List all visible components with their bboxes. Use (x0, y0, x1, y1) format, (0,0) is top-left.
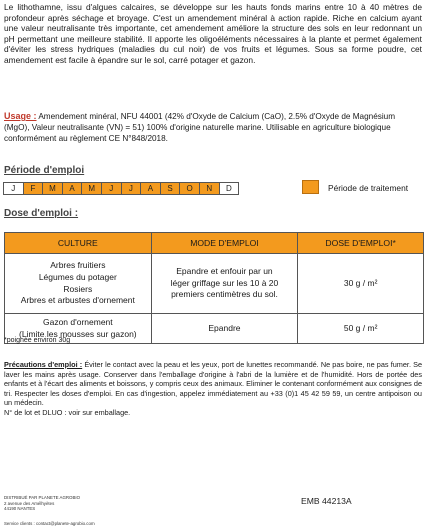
month-cell: F (23, 182, 44, 195)
month-cell: D (219, 182, 240, 195)
lot-text: N° de lot et DLUO : voir sur emballage. (4, 407, 131, 417)
distributor-address-line: 2 avenue des Amélhyètes (4, 500, 55, 506)
dose-table-header-row (5, 233, 424, 254)
culture-line: Arbres fruitiers (50, 259, 106, 270)
product-description: Le lithothamne, issu d'algues calcaires, se développe sur les hauts fonds marins entre 10 à 40 mètres de profondeur après séchage et broyage. C'est un amendement minéral à action rapide. Riche en calcium ayant une valeur neutralisante très importante, cet amendement améliore la structure des sols en leur redonnant un pH permettant une meilleure stabilité. Il apporte les oligoéléments nécessaires à la plante et permet également d'éviter les stress hydriques (maladies du cul noir) de vos fruits et légumes. Sous sa forme poudre, cet amendement est facile à épandre sur le sol, carré potager et gazon. (4, 2, 422, 65)
month-calendar (4, 182, 239, 195)
month-cell: A (140, 182, 161, 195)
month-cell: M (42, 182, 63, 195)
header-culture: CULTURE (5, 233, 152, 254)
legend-swatch (302, 180, 319, 194)
mode-line: Epandre (208, 322, 241, 333)
distributor-address-line: 44190 NANTES (4, 506, 36, 512)
distributor-block (4, 495, 80, 512)
distributor-name: DISTRIBUÉ PAR PLANETE AGROBIO (4, 495, 81, 500)
precautions-text: Éviter le contact avec la peau et les yeux, port de lunettes recommandé. Ne pas boire, ne pas fumer. Se laver les mains après usage. Conserver dans l'emballage d'origine à l'abri de la lumière et de l'humidité. Hors de portée des enfants et à l'écart des aliments et boissons, y compris ceux des animaux. Eliminer le contenant conformément aux consignes de tri. Respecter les doses d'emploi. En cas d'ingestion, appelez immédiatement au +33 (0)1 45 42 59 59, un centre antipoison ou un médecin. (4, 360, 423, 408)
month-cell: M (81, 182, 102, 195)
culture-cell (5, 254, 152, 314)
month-cell: N (199, 182, 220, 195)
dose-title: Dose d'emploi : (4, 208, 79, 219)
dose-cell: 30 g / m² (298, 254, 424, 314)
mode-cell (151, 314, 298, 344)
culture-line: Arbres et arbustes d'ornement (20, 295, 135, 306)
culture-line: Rosiers (63, 283, 93, 294)
emb-code: EMB 44213A (301, 496, 352, 506)
month-cell: A (62, 182, 83, 195)
mode-line: Epandre et enfouir par un (176, 265, 273, 276)
table-row (5, 254, 424, 314)
month-cell: O (179, 182, 200, 195)
culture-line: (Limite les mousses sur gazon) (19, 328, 137, 339)
header-dose: DOSE D'EMPLOI* (298, 233, 424, 254)
mode-cell (151, 254, 298, 314)
service-clients: Service clients : contact@planete-agrobio.com (4, 521, 95, 526)
month-cell: S (160, 182, 181, 195)
dose-cell: 50 g / m² (298, 314, 424, 344)
periode-title: Période d'emploi (4, 165, 85, 176)
precautions-label: Précautions d'emploi : (4, 360, 83, 369)
precautions-section (4, 360, 422, 418)
usage-text: Amendement minéral, NFU 44001 (42% d'Oxyde de Calcium (CaO), 2.5% d'Oxyde de Magnésium (MgO), Valeur neutralisante (VN) = 51) 100% d'origine naturelle marine. Utilisable en agriculture biologique conformément au règlement CE N°848/2018. (4, 112, 396, 143)
culture-line: Légumes du potager (38, 271, 117, 282)
month-cell: J (101, 182, 122, 195)
culture-line: Gazon d'ornement (42, 316, 113, 327)
dose-note: *poignée environ 30g (4, 337, 71, 344)
month-cell: J (121, 182, 142, 195)
mode-line: léger griffage sur les 10 à 20 (170, 277, 279, 288)
usage-label: Usage : (4, 111, 37, 121)
month-cell: J (3, 182, 24, 195)
mode-line: premiers centimètres du sol. (171, 289, 278, 300)
legend-label: Période de traitement (328, 183, 409, 193)
usage-section (4, 111, 422, 144)
header-mode: MODE D'EMPLOI (151, 233, 298, 254)
dose-table (4, 232, 424, 344)
